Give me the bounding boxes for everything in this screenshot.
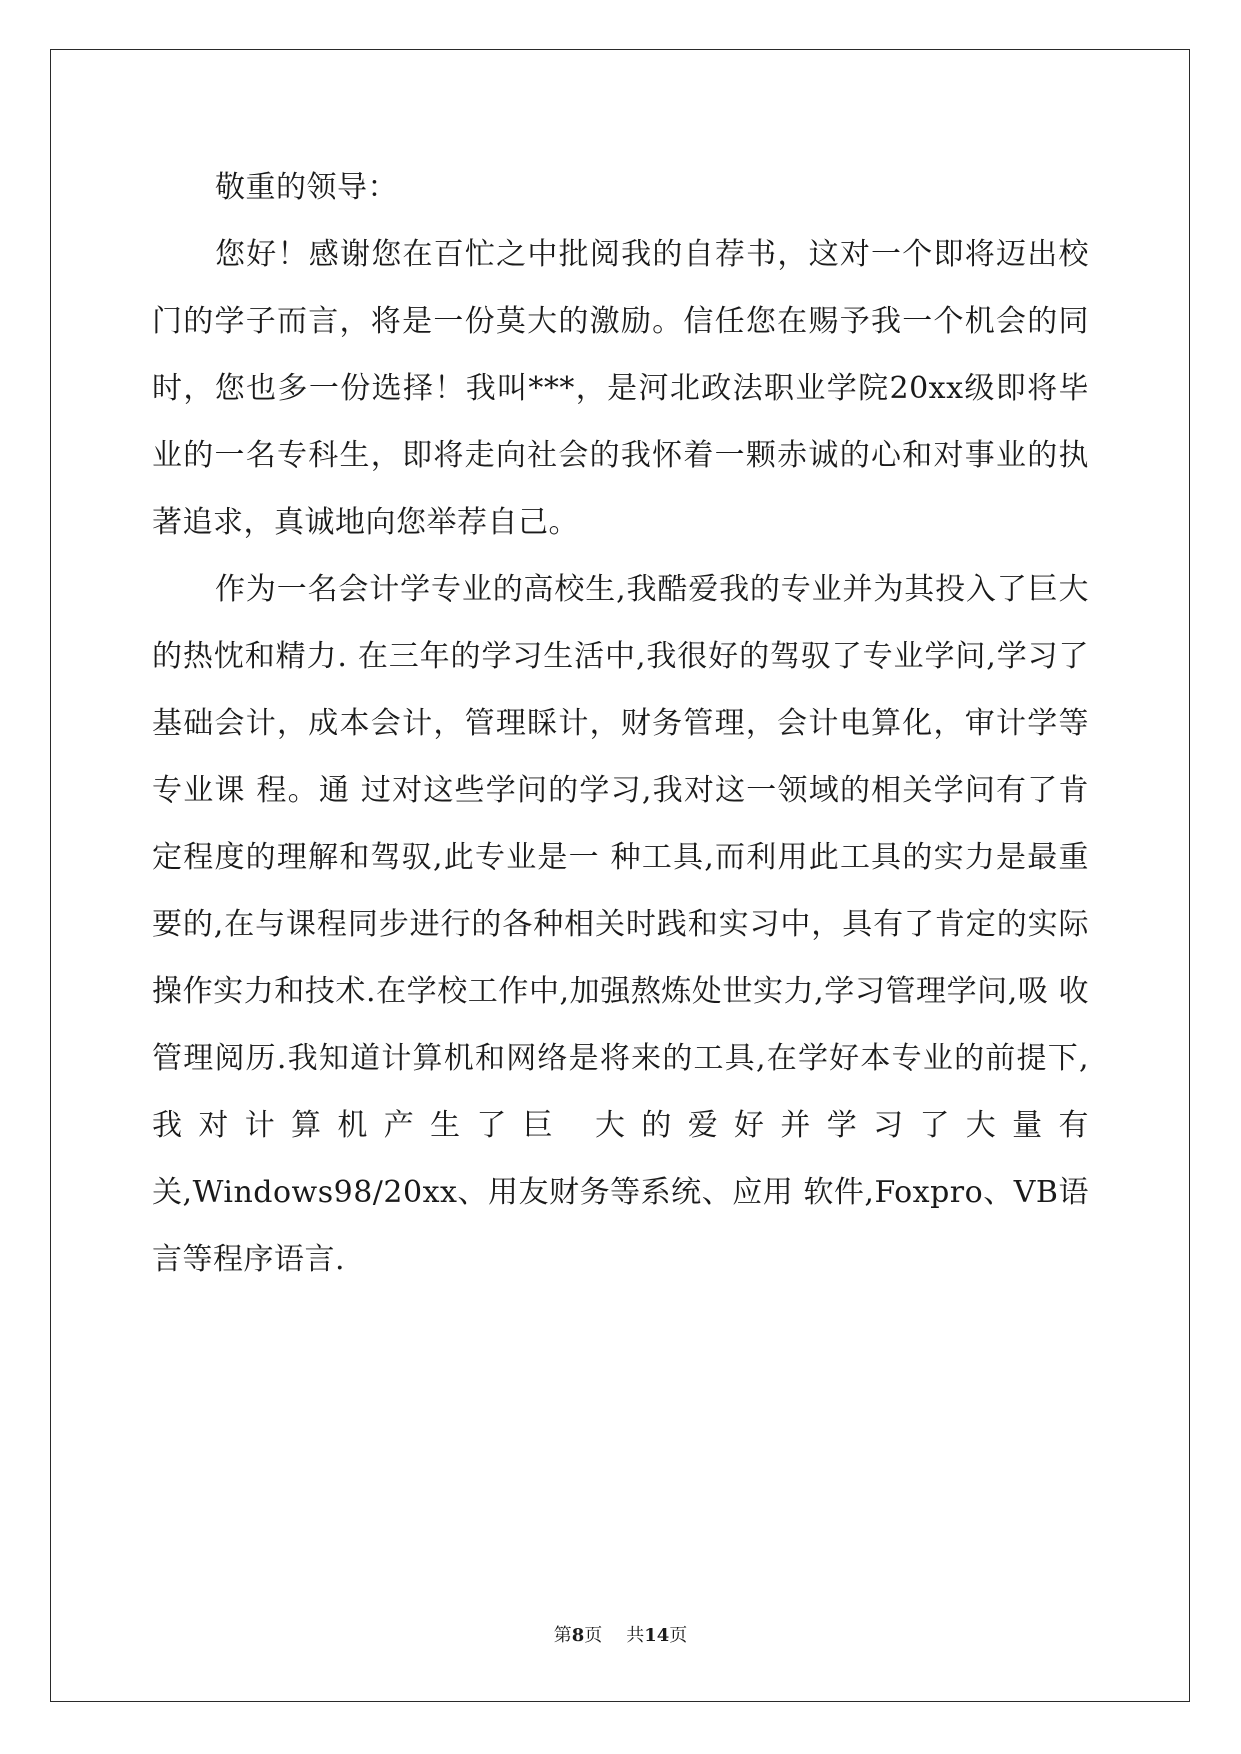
page-prefix: 第: [553, 1625, 572, 1646]
paragraph-intro: 您好！感谢您在百忙之中批阅我的自荐书，这对一个即将迈出校门的学子而言，将是一份莫大的激励。信任您在赐予我一个机会的同时，您也多一份选择！我叫***，是河北政法职业学院20xx级即将毕业的一名专科生，即将走向社会的我怀着一颗赤诚的心和对事业的执著追求，真诚地向您举荐自己。: [152, 237, 1089, 540]
page-suffix: 页: [584, 1625, 603, 1646]
salutation: 敬重的领导：: [215, 170, 398, 205]
total-suffix: 页: [669, 1625, 688, 1646]
total-prefix: 共: [626, 1625, 645, 1646]
page-footer: [0, 1621, 1241, 1647]
document-body: [152, 154, 1089, 1293]
paragraph-major: 作为一名会计学专业的高校生,我酷爱我的专业并为其投入了巨大的热忱和精力. 在三年的学习生活中,我很好的驾驭了专业学问,学习了基础会计，成本会计，管理睬计，财务管理，会计电算化，审计学等专业课 程。通 过对这些学问的学习,我对这一领域的相关学问有了肯定程度的理解和驾驭,此专业是一 种工具,而利用此工具的实力是最重要的,在与课程同步进行的各种相关时践和实习中，具有了肯定的实际操作实力和技术.在学校工作中,加强熬炼处世实力,学习管理学问,吸 收管理阅历.我知道计算机和网络是将来的工具,在学好本专业的前提下,我对计算机产生了巨 大的爱好并学习了大量有关,Windows98/20xx、用友财务等系统、应用 软件,Foxpro、VB语言等程序语言.: [152, 572, 1089, 1277]
page-total-number: 14: [644, 1625, 670, 1646]
page-current-number: 8: [571, 1625, 585, 1646]
